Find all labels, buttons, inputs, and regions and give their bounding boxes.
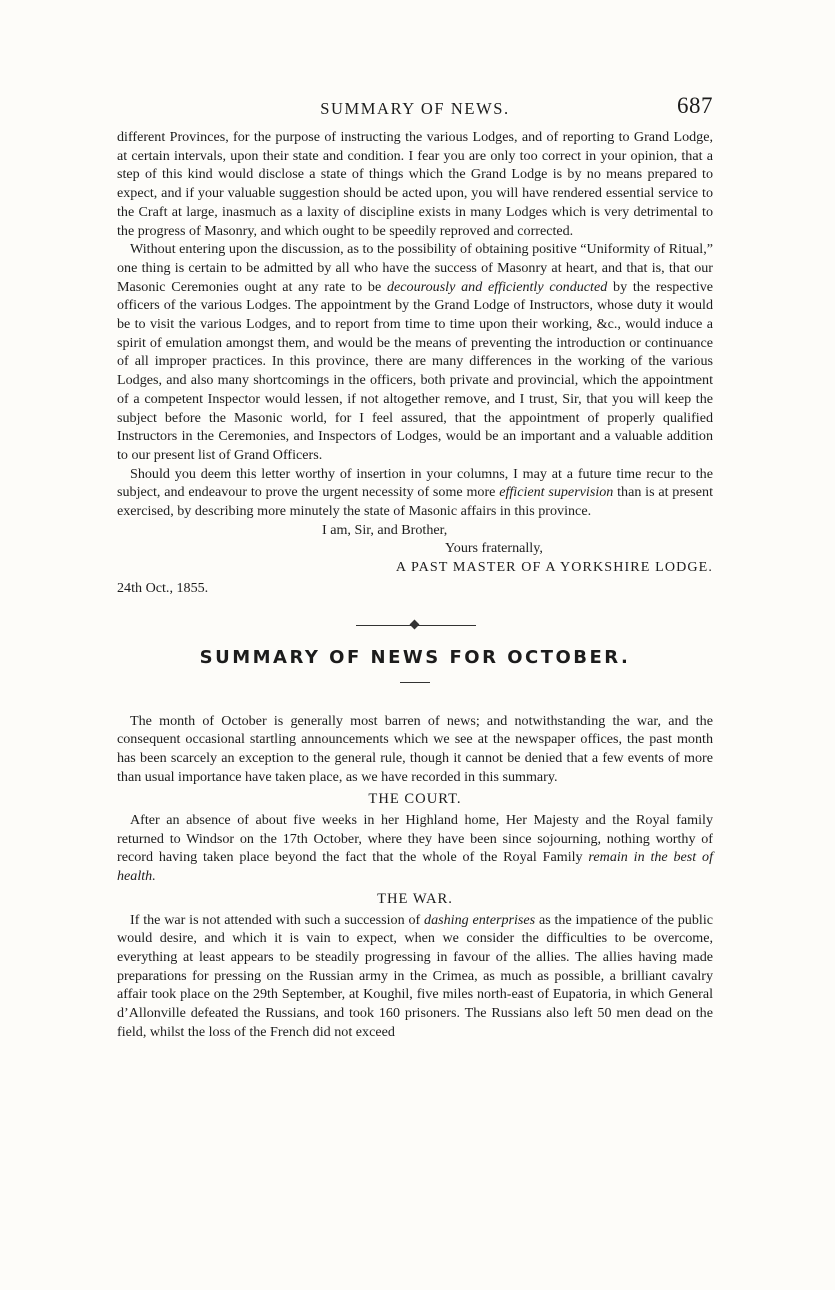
title-underline-rule [400, 682, 430, 683]
valediction-line [117, 539, 713, 558]
letter-paragraphs [117, 128, 713, 521]
letter-paragraph [117, 128, 713, 240]
running-title: SUMMARY OF NEWS. [320, 99, 510, 118]
closing: I am, Sir, and Brother, [322, 521, 448, 538]
italic-phrase: remain in the best of health. [117, 849, 713, 885]
letter-paragraph [117, 465, 713, 521]
signature-line [117, 558, 713, 577]
summary-intro [117, 712, 713, 787]
text-run: After an absence of about five weeks in her Highland home, Her Majesty and the Royal family returned to Windsor on the 17th October, where they have been since sojourning, nothing worthy of record having taken place beyond the fact that the whole of the Royal Family [117, 812, 713, 866]
section-heading: THE WAR. [377, 890, 453, 907]
valediction: Yours fraternally, [445, 540, 543, 557]
closing-line [117, 521, 713, 540]
page-body [117, 128, 713, 1041]
letter-date: 24th Oct., 1855. [117, 579, 209, 596]
signature: A PAST MASTER OF A YORKSHIRE LODGE. [395, 559, 713, 576]
divider-diamond-icon [410, 619, 420, 629]
italic-phrase: dashing enterprises [424, 911, 536, 928]
running-head [117, 93, 713, 123]
section-heading: THE COURT. [368, 791, 462, 808]
text-run: as the impatience of the public would desire, and which it is vain to expect, when we consider the difficulties to be overcome, everything at least appears to be steadily progressing in favour of the allies. The allies having made preparations for pressing on the Russian army in the Crimea, as much as possible, a brilliant cavalry affair took place on the 29th September, at Koughil, five miles north-east of Eupatoria, in which General d’Allonville defeated the Russians, and took 160 prisoners. The Russians also left 50 men dead on the field, whilst the loss of the French did not exceed [117, 911, 713, 1040]
section-paragraph [117, 911, 713, 1042]
text-run: different Provinces, for the purpose of instructing the various Lodges, and of reporting to Grand Lodge, at certain intervals, upon their state and condition. I fear you are only too correct in your opinion, that a step of this kind would disclose a state of things which the Grand Lodge is by no means prepared to expect, and if your valuable suggestion should be acted upon, you will have rendered essential service to the Craft at large, inasmuch as a laxity of discipline exists in many Lodges which is very detrimental to the progress of Masonry, and which ought to be speedily reproved and corrected. [117, 129, 713, 239]
text-run: than is at present exercised, by describing more minutely the state of Masonic affairs in this province. [117, 484, 713, 520]
italic-phrase: efficient supervision [499, 484, 614, 501]
page-number: 687 [677, 93, 713, 118]
section-paragraph [117, 811, 713, 886]
summary-intro-paragraph [117, 712, 713, 787]
summary-sections [117, 790, 713, 1041]
text-run: Should you deem this letter worthy of insertion in your columns, I may at a future time recur to the subject, and endeavour to prove the urgent necessity of some more [117, 465, 713, 501]
text-run: by the respective officers of the various Lodges. The appointment by the Grand Lodge of Instructors, whose duty it would be to visit the various Lodges, and to report from time to time upon their working, &c., would induce a spirit of emulation amongst them, and would be the means of preventing the introduction or continuance of all improper practices. In this province, there are many differences in the working of the various Lodges, and also many shortcomings in the officers, both private and provincial, which the appointment of a competent Inspector would lessen, if not altogether remove, and I trust, Sir, that you will keep the subject before the Masonic world, for I feel assured, that the appointment of properly qualified Instructors in the Ceremonies, and Inspectors of Lodges, would be an important and a valuable addition to our present list of Grand Officers. [117, 278, 713, 463]
text-run: Without entering upon the discussion, as to the possibility of obtaining positive “Uniformity of Ritual,” one thing is certain to be admitted by all who have the success of Masonry at heart, and that is, that our Masonic Ceremonies ought at any rate to be [117, 241, 713, 295]
text-run: If the war is not attended with such a succession of [130, 911, 425, 928]
italic-phrase: decourously and efficiently conducted [386, 278, 608, 295]
section-divider-ornament [117, 618, 713, 634]
letter-paragraph [117, 240, 713, 464]
summary-title: SUMMARY OF NEWS FOR OCTOBER. [199, 646, 631, 668]
letter [117, 128, 713, 598]
text-run: The month of October is generally most barren of news; and notwithstanding the war, and the consequent occasional startling announcements which we see at the newspaper offices, the past month has been scarcely an exception to the general rule, though it cannot be denied that a few events of more than usual importance have taken place, as we have recorded in this summary. [117, 712, 713, 785]
